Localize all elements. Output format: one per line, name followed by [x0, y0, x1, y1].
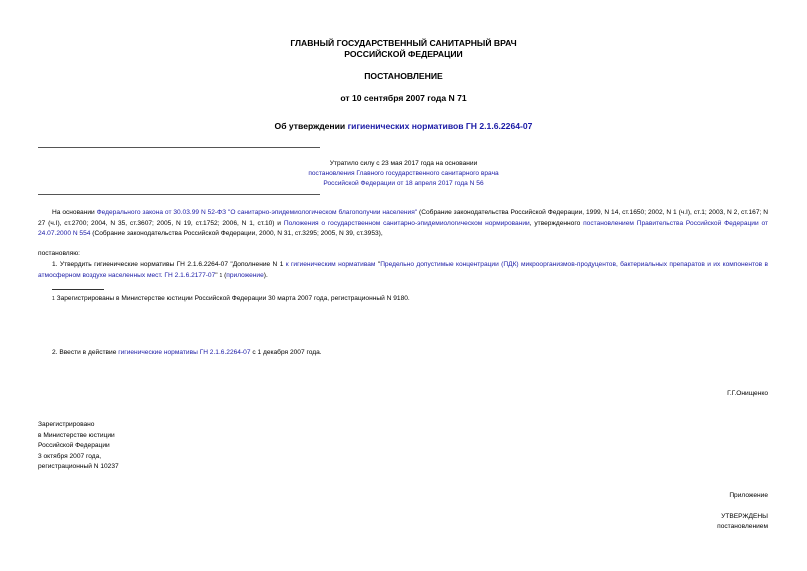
regulation-link[interactable]: Положения о государственном санитарно-эпидемиологическом нормировании — [283, 219, 530, 227]
status-link-line3[interactable]: Российской Федерации от 18 апреля 2017 года N 56 — [323, 180, 484, 187]
footnote-marker: 1 — [52, 296, 55, 302]
item2-text-2: с 1 декабря 2007 года. — [250, 349, 322, 356]
appendix-label: Приложение — [729, 492, 768, 499]
footnote-text: Зарегистрированы в Министерстве юстиции Российской Федерации 30 марта 2007 года, регистрационный N 9180. — [54, 295, 410, 302]
appendix-approved: УТВЕРЖДЕНЫ — [721, 513, 768, 520]
registration-line: Зарегистрировано — [38, 421, 95, 428]
title-link[interactable]: гигиенических нормативов ГН 2.1.6.2264-07 — [347, 121, 533, 131]
government-resolution-link[interactable]: постановлением Правительства Российской Федерации от 24.07.2000 N 554 — [38, 219, 768, 237]
resolve-word: постановляю: — [38, 250, 81, 257]
divider-bottom — [38, 194, 320, 195]
appendix-link[interactable]: приложение — [226, 271, 264, 279]
item1-text-2: " — [375, 261, 381, 268]
footnote-ref: 1 — [219, 272, 223, 279]
appendix-by: постановлением — [717, 523, 768, 530]
document-title — [0, 121, 807, 132]
document-date-number: от 10 сентября 2007 года N 71 — [340, 93, 467, 103]
basis-text-1: На основании — [52, 209, 97, 216]
registration-line: регистрационный N 10237 — [38, 463, 119, 471]
document-type: ПОСТАНОВЛЕНИЕ — [364, 71, 443, 81]
title-prefix: Об утверждении — [274, 121, 348, 131]
basis-text-3: , утвержденного — [529, 219, 584, 227]
registration-line: в Министерстве юстиции — [38, 431, 115, 439]
federal-law-link[interactable]: Федерального закона от 30.03.99 N 52-ФЗ "О санитарно-эпидемиологическом благополучии населения" — [96, 209, 418, 216]
registration-line: Российской Федерации — [38, 442, 110, 450]
divider-top — [38, 147, 320, 148]
item1-link-norms[interactable]: к гигиеническим нормативам — [285, 261, 376, 268]
footnote-divider — [52, 289, 104, 290]
item1-text-1: 1. Утвердить гигиенические нормативы ГН 2.1.6.2264-07 "Дополнение N 1 — [52, 261, 286, 268]
registration-block — [38, 420, 119, 473]
registration-line: 3 октября 2007 года, — [38, 452, 102, 460]
status-line1: Утратило силу с 23 мая 2017 года на основании — [329, 160, 478, 167]
item2-text-1: 2. Ввести в действие — [52, 349, 119, 356]
signature: Г.Г.Онищенко — [727, 390, 768, 397]
footnote — [52, 294, 752, 305]
item1-text-4: ( — [222, 271, 227, 279]
issuer-line1: ГЛАВНЫЙ ГОСУДАРСТВЕННЫЙ САНИТАРНЫЙ ВРАЧ — [290, 38, 517, 48]
item1-link-pdk[interactable]: Предельно допустимые концентрации (ПДК) микроорганизмов-продуцентов, бактериальных препаратов и их компонентов в атмосферном воздухе населенных мест. ГН 2.1.6.2177-07 — [38, 261, 768, 279]
item-2-paragraph — [38, 348, 768, 359]
basis-text-2: (Собрание законодательства Российской Федерации, 1999, N 14, ст.1650; 2002, N 1 (ч.I), ст.1; 2003, N 2, ст.167; N 27 (ч.I), ст.2700; 2004, N 35, ст.3607; 2005, N 19, ст.1752; 2006, N 1, ст.10) и — [38, 209, 768, 227]
item1-text-5: ). — [263, 271, 268, 279]
issuer-line2: РОССИЙСКОЙ ФЕДЕРАЦИИ — [344, 49, 463, 59]
basis-text-4: (Собрание законодательства Российской Федерации, 2000, N 31, ст.3295; 2005, N 39, ст.3953), — [90, 230, 383, 237]
basis-paragraph — [38, 208, 768, 240]
item1-text-3: " — [215, 271, 220, 279]
item2-link-norms[interactable]: гигиенические нормативы ГН 2.1.6.2264-07 — [118, 349, 251, 356]
item-1-paragraph — [38, 260, 768, 281]
status-link-line2[interactable]: постановления Главного государственного санитарного врача — [308, 170, 499, 177]
